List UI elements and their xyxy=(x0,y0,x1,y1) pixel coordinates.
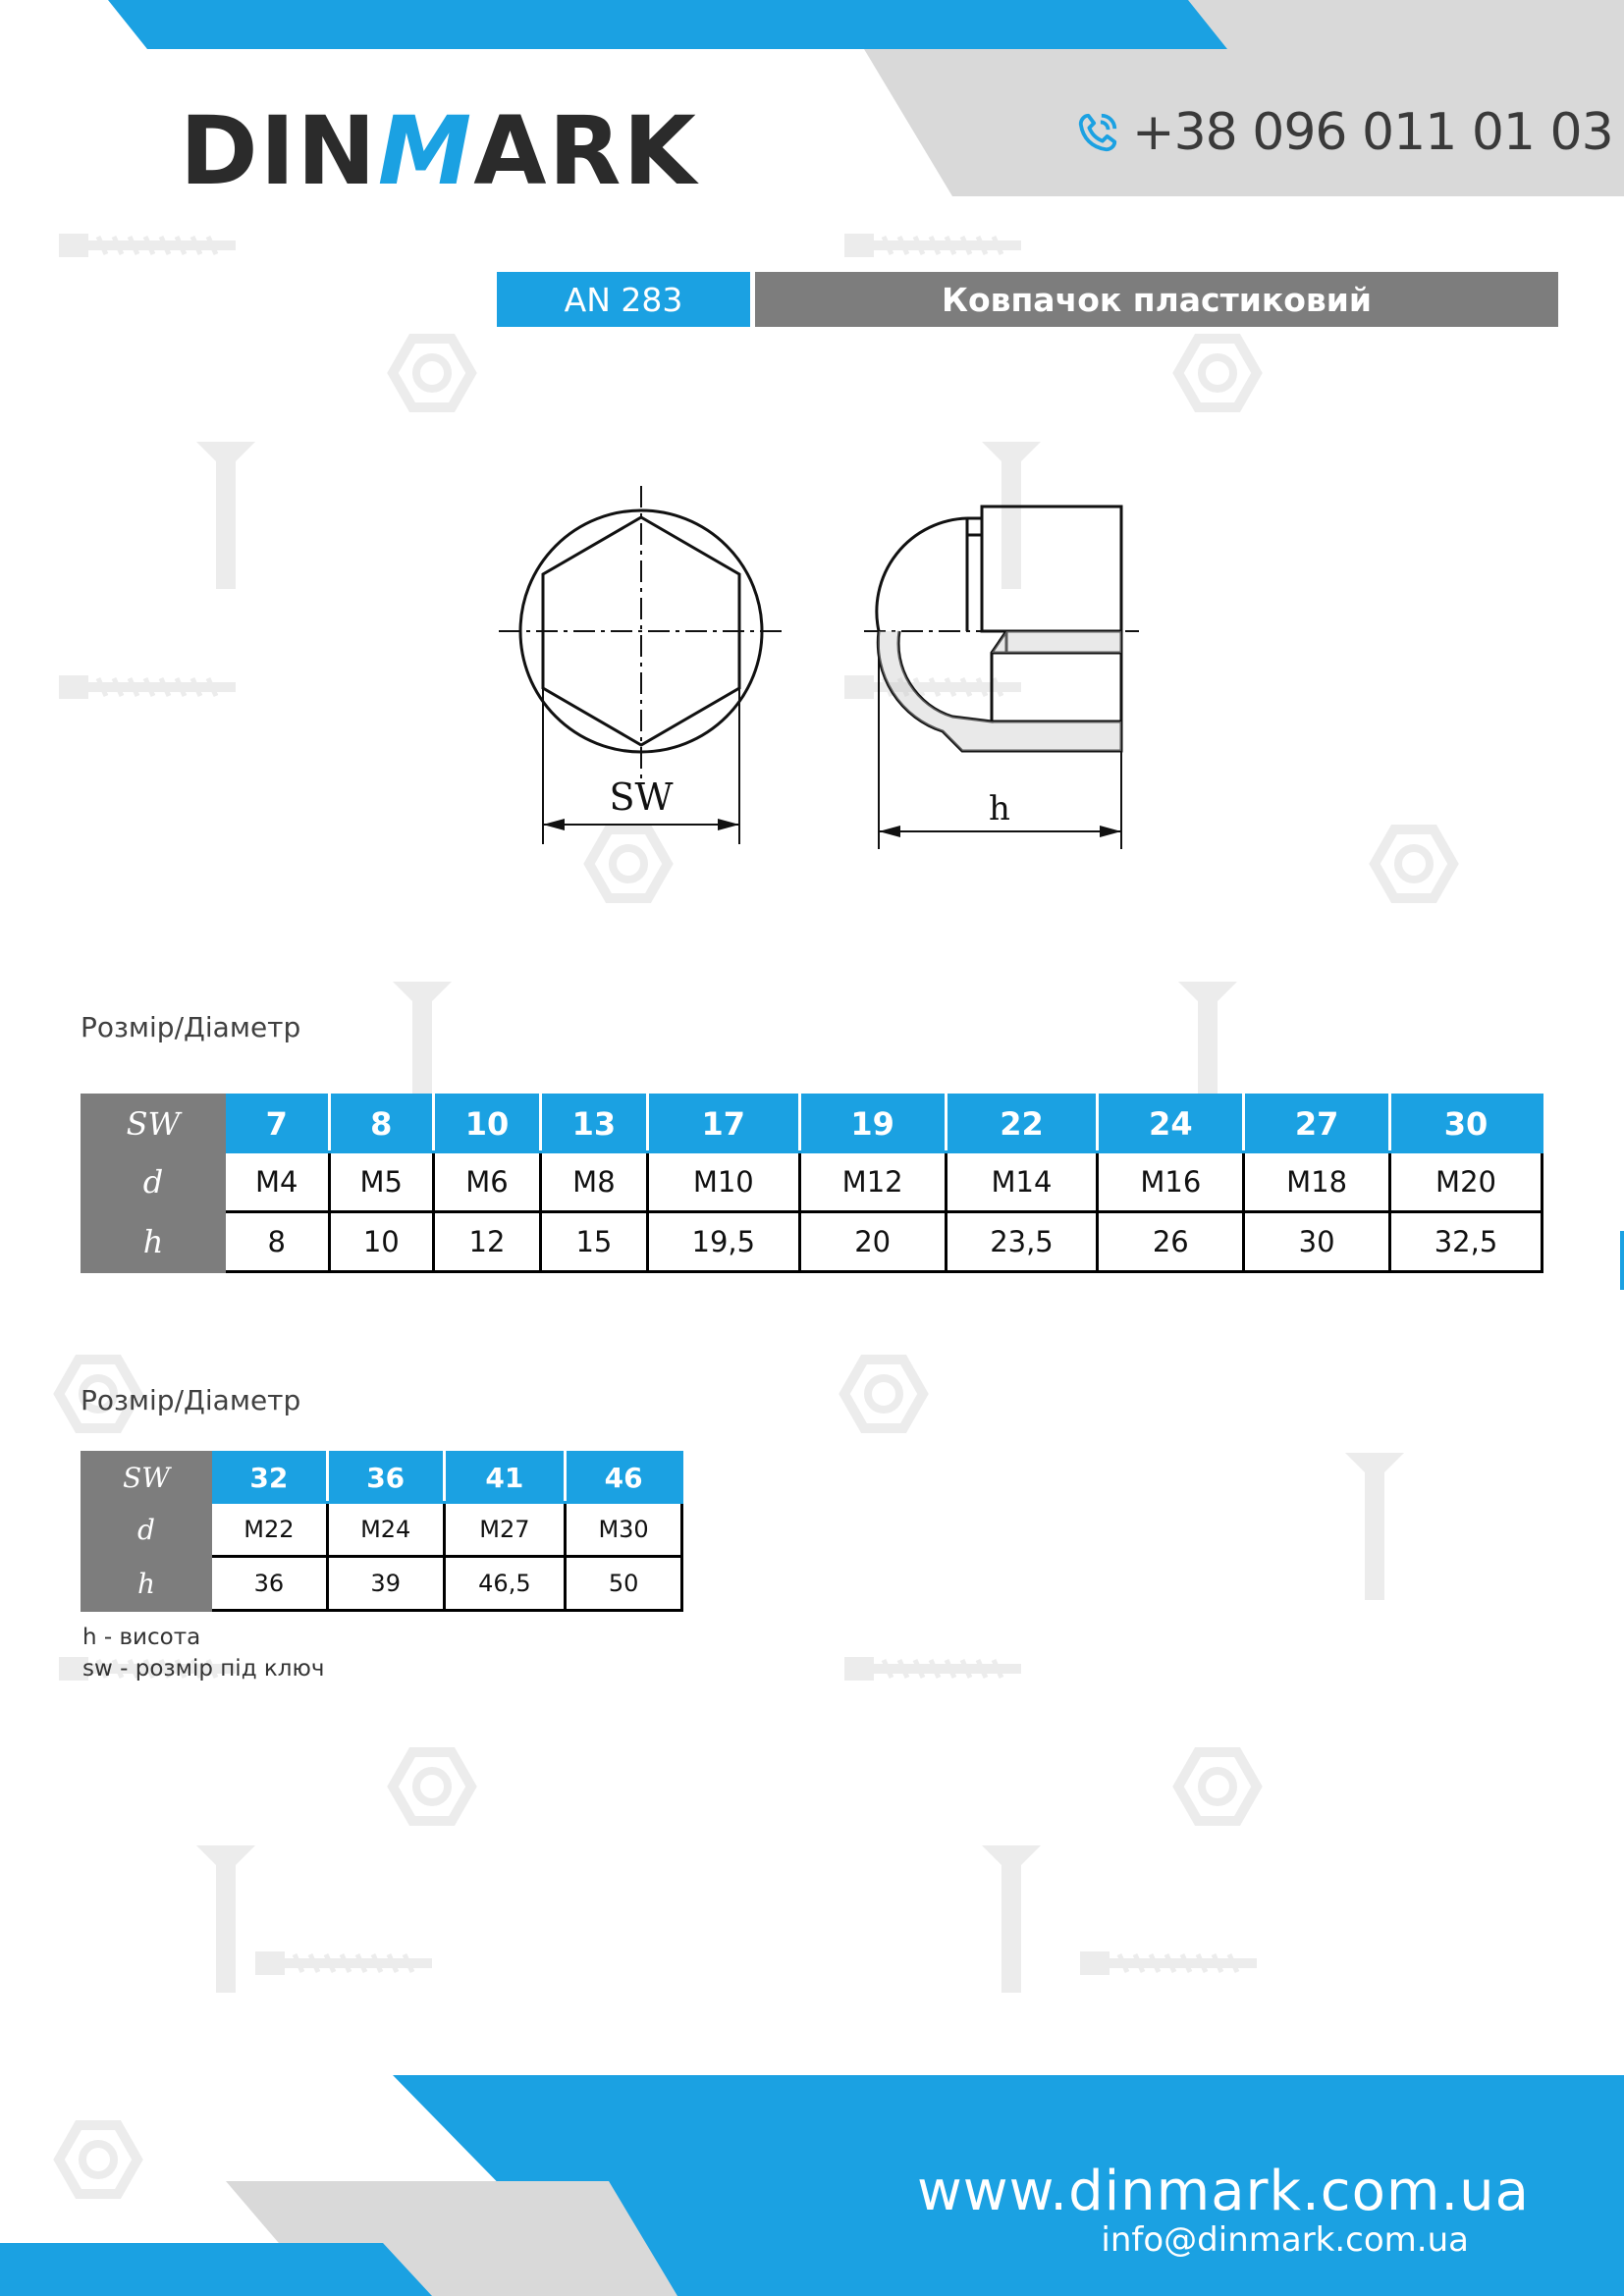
phone-contact[interactable] xyxy=(1075,98,1613,167)
logo: DINMARK xyxy=(180,96,698,206)
table-cell: 32 xyxy=(211,1453,328,1503)
table-cell: 46 xyxy=(566,1453,682,1503)
website-link[interactable]: www.dinmark.com.ua xyxy=(917,2160,1530,2223)
legend xyxy=(82,1622,324,1684)
table-cell: 13 xyxy=(540,1095,647,1152)
table-cell: 26 xyxy=(1098,1212,1244,1272)
table-cell: 7 xyxy=(225,1095,330,1152)
table-cell: M22 xyxy=(211,1503,328,1557)
sw-dimension-label: SW xyxy=(609,775,674,819)
h-dimension-label: h xyxy=(989,789,1010,828)
table-cell: M4 xyxy=(225,1152,330,1212)
row-head-d: d xyxy=(82,1152,225,1212)
table-cell: 36 xyxy=(327,1453,444,1503)
phone-number: +38 096 011 01 03 xyxy=(1132,103,1613,162)
table-cell: M10 xyxy=(647,1152,799,1212)
table1-label: Розмір/Діаметр xyxy=(81,1011,301,1043)
table-cell: M5 xyxy=(329,1152,434,1212)
table-row-h xyxy=(82,1212,1543,1272)
table-cell: M14 xyxy=(946,1152,1098,1212)
table-cell: 36 xyxy=(211,1557,328,1611)
table-cell: 10 xyxy=(434,1095,541,1152)
table-cell: M12 xyxy=(799,1152,946,1212)
row-head-h: h xyxy=(82,1212,225,1272)
table-cell: M30 xyxy=(566,1503,682,1557)
table-cell: 15 xyxy=(540,1212,647,1272)
row-head-sw: SW xyxy=(82,1453,211,1503)
table-cell: 19,5 xyxy=(647,1212,799,1272)
table-cell: 32,5 xyxy=(1390,1212,1543,1272)
table-cell: M18 xyxy=(1244,1152,1390,1212)
table-cell: 46,5 xyxy=(444,1557,566,1611)
table-cell: M24 xyxy=(327,1503,444,1557)
table-cell: 27 xyxy=(1244,1095,1390,1152)
table-cell: M8 xyxy=(540,1152,647,1212)
product-title: Ковпачок пластиковий xyxy=(755,272,1558,327)
table-cell: 30 xyxy=(1244,1212,1390,1272)
table-cell: 17 xyxy=(647,1095,799,1152)
table-cell: 12 xyxy=(434,1212,541,1272)
table-cell: 41 xyxy=(444,1453,566,1503)
table-row-sw xyxy=(82,1095,1543,1152)
table2-label: Розмір/Діаметр xyxy=(81,1384,301,1416)
table-row-d xyxy=(82,1152,1543,1212)
edge-marker xyxy=(1620,1231,1624,1290)
table-cell: 20 xyxy=(799,1212,946,1272)
row-head-d: d xyxy=(82,1503,211,1557)
table-cell: M27 xyxy=(444,1503,566,1557)
table-cell: 30 xyxy=(1390,1095,1543,1152)
product-code: AN 283 xyxy=(497,272,750,327)
legend-h: h - висота xyxy=(82,1625,201,1650)
table-cell: 50 xyxy=(566,1557,682,1611)
table-cell: 23,5 xyxy=(946,1212,1098,1272)
table-cell: 8 xyxy=(329,1095,434,1152)
row-head-sw: SW xyxy=(82,1095,225,1152)
table-cell: 8 xyxy=(225,1212,330,1272)
table-cell: 24 xyxy=(1098,1095,1244,1152)
table-cell: M16 xyxy=(1098,1152,1244,1212)
table-cell: 39 xyxy=(327,1557,444,1611)
table-row-sw xyxy=(82,1453,682,1503)
size-table-1 xyxy=(81,1094,1543,1273)
size-table-2 xyxy=(81,1451,683,1612)
table-cell: M6 xyxy=(434,1152,541,1212)
table-cell: 19 xyxy=(799,1095,946,1152)
email-link[interactable]: info@dinmark.com.ua xyxy=(1101,2220,1469,2260)
table-row-h xyxy=(82,1557,682,1611)
row-head-h: h xyxy=(82,1557,211,1611)
technical-drawing xyxy=(471,471,1139,864)
legend-sw: sw - розмір під ключ xyxy=(82,1656,325,1682)
phone-icon xyxy=(1075,110,1120,155)
table-cell: M20 xyxy=(1390,1152,1543,1212)
table-row-d xyxy=(82,1503,682,1557)
table-cell: 22 xyxy=(946,1095,1098,1152)
table-cell: 10 xyxy=(329,1212,434,1272)
